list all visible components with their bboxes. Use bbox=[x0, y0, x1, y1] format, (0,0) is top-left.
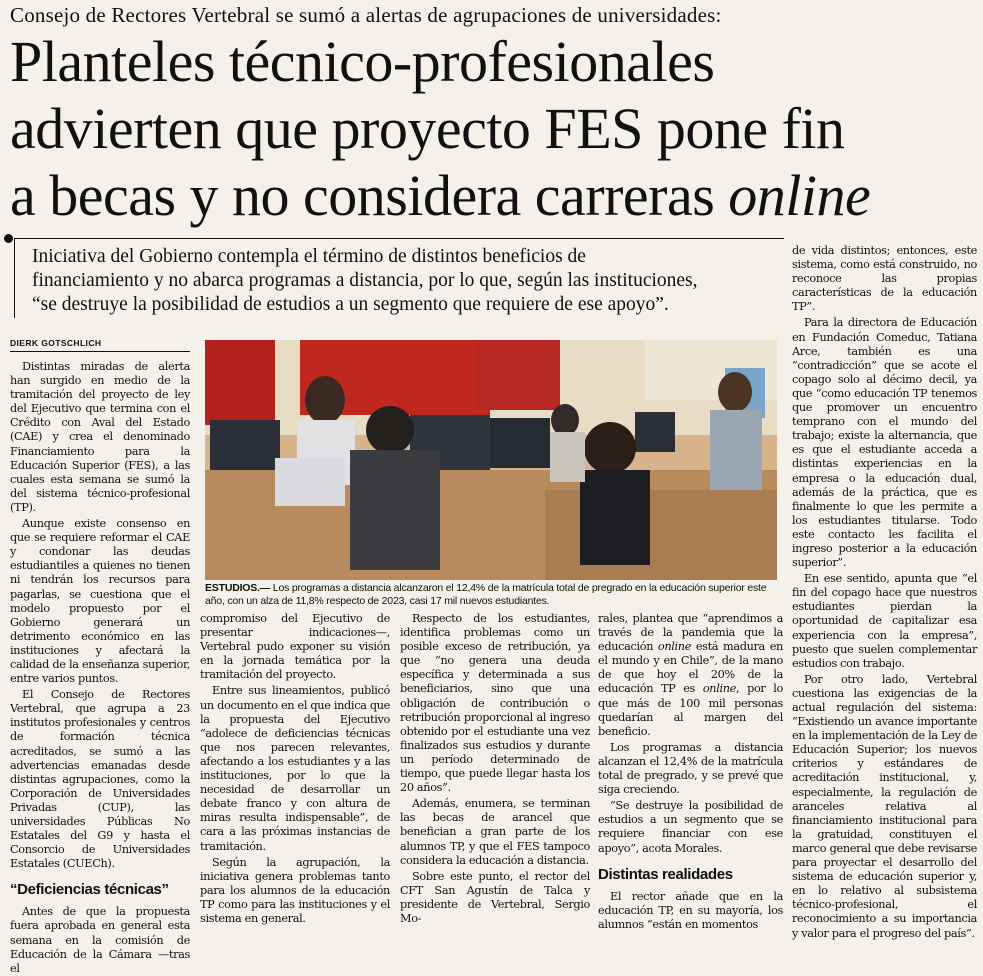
italic-word: online bbox=[657, 640, 692, 654]
column-4 bbox=[598, 612, 783, 932]
subheading-distintas-realidades: Distintas realidades bbox=[598, 865, 733, 883]
paragraph: Sobre este punto, el rector del CFT San Agustín de Talca y presidente de Vertebral, Sergio Mo- bbox=[400, 869, 590, 925]
italic-word: online bbox=[702, 682, 736, 696]
text-run: está madura en el mundo y en Chile”, de la mano de que hoy el 20% de la educación TP es bbox=[598, 640, 783, 696]
column-1 bbox=[10, 360, 190, 976]
paragraph bbox=[598, 612, 783, 739]
headline-line-1: Planteles técnico-profesionales bbox=[10, 29, 715, 94]
subheading-deficiencias: “Deficiencias técnicas” bbox=[10, 881, 169, 899]
deck-line-2: financiamiento y no abarca programas a distancia, por lo que, según las instituciones, bbox=[32, 270, 698, 291]
paragraph: de vida distintos; entonces, este sistema, como está construido, no reconoce las propias características de la educación TP”. bbox=[792, 244, 977, 314]
paragraph: Aunque existe consenso en que se requiere reformar el CAE y condonar las deudas estudiantiles a quienes no tienen ni tendrán los recursos para pagarlas, se cuestiona que el modelo propuesto por el Gobierno generará un detrimento económico en las instituciones y afectará la calidad de la enseñanza superior, entre varios puntos. bbox=[10, 517, 190, 686]
deck-rule-horizontal bbox=[14, 238, 784, 239]
headline-line-2: advierten que proyecto FES pone fin bbox=[10, 96, 845, 161]
paragraph: El rector añade que en la educación TP, en su mayoría, los alumnos “están en momentos bbox=[598, 889, 783, 931]
classroom-photo-illustration bbox=[205, 340, 777, 580]
paragraph: Entre sus lineamientos, publicó un documento en el que indica que la propuesta del Ejecutivo “adolece de deficiencias técnicas que nos parecen relevantes, afectando a los estudiantes y a las instituciones, por lo que la necesidad de desarrollar un debate franco y con altura de miras resulta indispensable”, de cara a las próximas instancias de tramitación. bbox=[200, 684, 390, 853]
headline-line-3-text: a becas y no considera carreras bbox=[10, 163, 729, 228]
caption-label: ESTUDIOS.— bbox=[205, 582, 271, 594]
caption-text: Los programas a distancia alcanzaron el 12,4% de la matrícula total de pregrado en la educación superior este año, con un alza de 11,8% respecto de 2023, casi 17 mil nuevos estudiantes. bbox=[205, 582, 767, 607]
column-3 bbox=[400, 612, 590, 926]
paragraph: Antes de que la propuesta fuera aprobada en general esta semana en la comisión de Educación de la Cámara —tras el bbox=[10, 905, 190, 975]
paragraph: Además, enumera, se terminan las becas de arancel que benefician a gran parte de los alumnos TP, y que el FES tampoco considera la educación a distancia. bbox=[400, 797, 590, 867]
paragraph: Según la agrupación, la iniciativa genera problemas tanto para los alumnos de la educación TP como para las instituciones y el sistema en general. bbox=[200, 855, 390, 925]
classroom-photo bbox=[205, 340, 777, 580]
text-run: , por lo que más de 100 mil personas quedarían al margen del beneficio. bbox=[598, 682, 783, 738]
text-run: rales, plantea que “aprendimos a través de la pandemia que la educación bbox=[598, 612, 783, 654]
paragraph: El Consejo de Rectores Vertebral, que agrupa a 23 institutos profesionales y centros de formación técnica acreditados, se sumó a las advertencias emanadas desde distintas agrupaciones, como la Corporación de Universidades Privadas (CUP), las universidades Públicas No Estatales del G9 y hasta el Consorcio de Universidades Estatales (CUECh). bbox=[10, 688, 190, 871]
deck-bullet bbox=[4, 234, 13, 243]
paragraph: Por otro lado, Vertebral cuestiona las exigencias de la actual regulación del sistema: “Existiendo un avance importante en la implementación de la Ley de Educación Superior; los nuevos criterios y estándares de acreditación institucional, y, especialmente, la regulación de aranceles relativa al financiamiento institucional para la gratuidad, constituyen el marco general que debe revisarse para proyectar el desarrollo del sistema de educación superior y, en lo relativo al subsistema técnico-profesional, el reconocimiento a su importancia y valor para el progreso del país”. bbox=[792, 672, 977, 940]
byline: DIERK GOTSCHLICH bbox=[10, 338, 190, 352]
paragraph: “Se destruye la posibilidad de estudios a un segmento que se requiere financiar con ese apoyo”, acota Morales. bbox=[598, 799, 783, 855]
headline-line-3 bbox=[10, 162, 980, 229]
kicker: Consejo de Rectores Vertebral se sumó a alertas de agrupaciones de universidades: bbox=[10, 3, 722, 27]
paragraph: En ese sentido, apunta que “el fin del copago hace que nuestros estudiantes pierdan la oportunidad de capitalizar esa experiencia con la empresa”, puesto que suelen complementar estudios con trabajo. bbox=[792, 572, 977, 670]
paragraph: Distintas miradas de alerta han surgido en medio de la tramitación del proyecto de ley del Ejecutivo que termina con el Crédito con Aval del Estado (CAE) y crea el denominado Financiamiento para la Educación Superior (FES), a las cuales esta semana se sumó la del sistema técnico-profesional (TP). bbox=[10, 360, 190, 514]
deck-rule-vertical bbox=[14, 238, 15, 318]
deck-line-1: Iniciativa del Gobierno contempla el término de distintos beneficios de bbox=[32, 246, 586, 267]
paragraph: Los programas a distancia alcanzan el 12,4% de la matrícula total de pregrado, y se prevé que siga creciendo. bbox=[598, 740, 783, 797]
column-2 bbox=[200, 612, 390, 926]
paragraph: Para la directora de Educación en Fundación Comeduc, Tatiana Arce, también es una “contradicción” que se acote el copago solo al décimo decil, ya que “como educación TP tenemos que promover un encuentro temprano con el mundo del trabajo; existe la alternancia, que es que el estudiante acceda a distintas experiencias en la empresa o la educación dual, además de la práctica, que es finalmente lo que les permite a los estudiantes titularse. Todo este contacto les facilita el ingreso posterior a la educación superior”. bbox=[792, 316, 977, 570]
headline-italic-word: online bbox=[728, 163, 871, 228]
photo-caption bbox=[205, 582, 777, 608]
paragraph: compromiso del Ejecutivo de presentar indicaciones—, Vertebral pudo exponer su visión en la jornada temática por la tramitación del proyecto. bbox=[200, 612, 390, 682]
column-5 bbox=[792, 244, 977, 941]
deck bbox=[32, 245, 782, 317]
headline bbox=[10, 28, 980, 229]
paragraph: Respecto de los estudiantes, identifica problemas como un posible exceso de retribución, ya que “no genera una deuda específica y determinada a sus beneficiarios, sino que una obligación de contribución o retribución proporcional al ingreso obtenido por el estudiante una vez finalizados sus estudios y durante un período determinado de tiempo, que puede llegar hasta los 20 años”. bbox=[400, 612, 590, 795]
deck-line-3: “se destruye la posibilidad de estudios a un segmento que requiere de ese apoyo”. bbox=[32, 294, 669, 315]
